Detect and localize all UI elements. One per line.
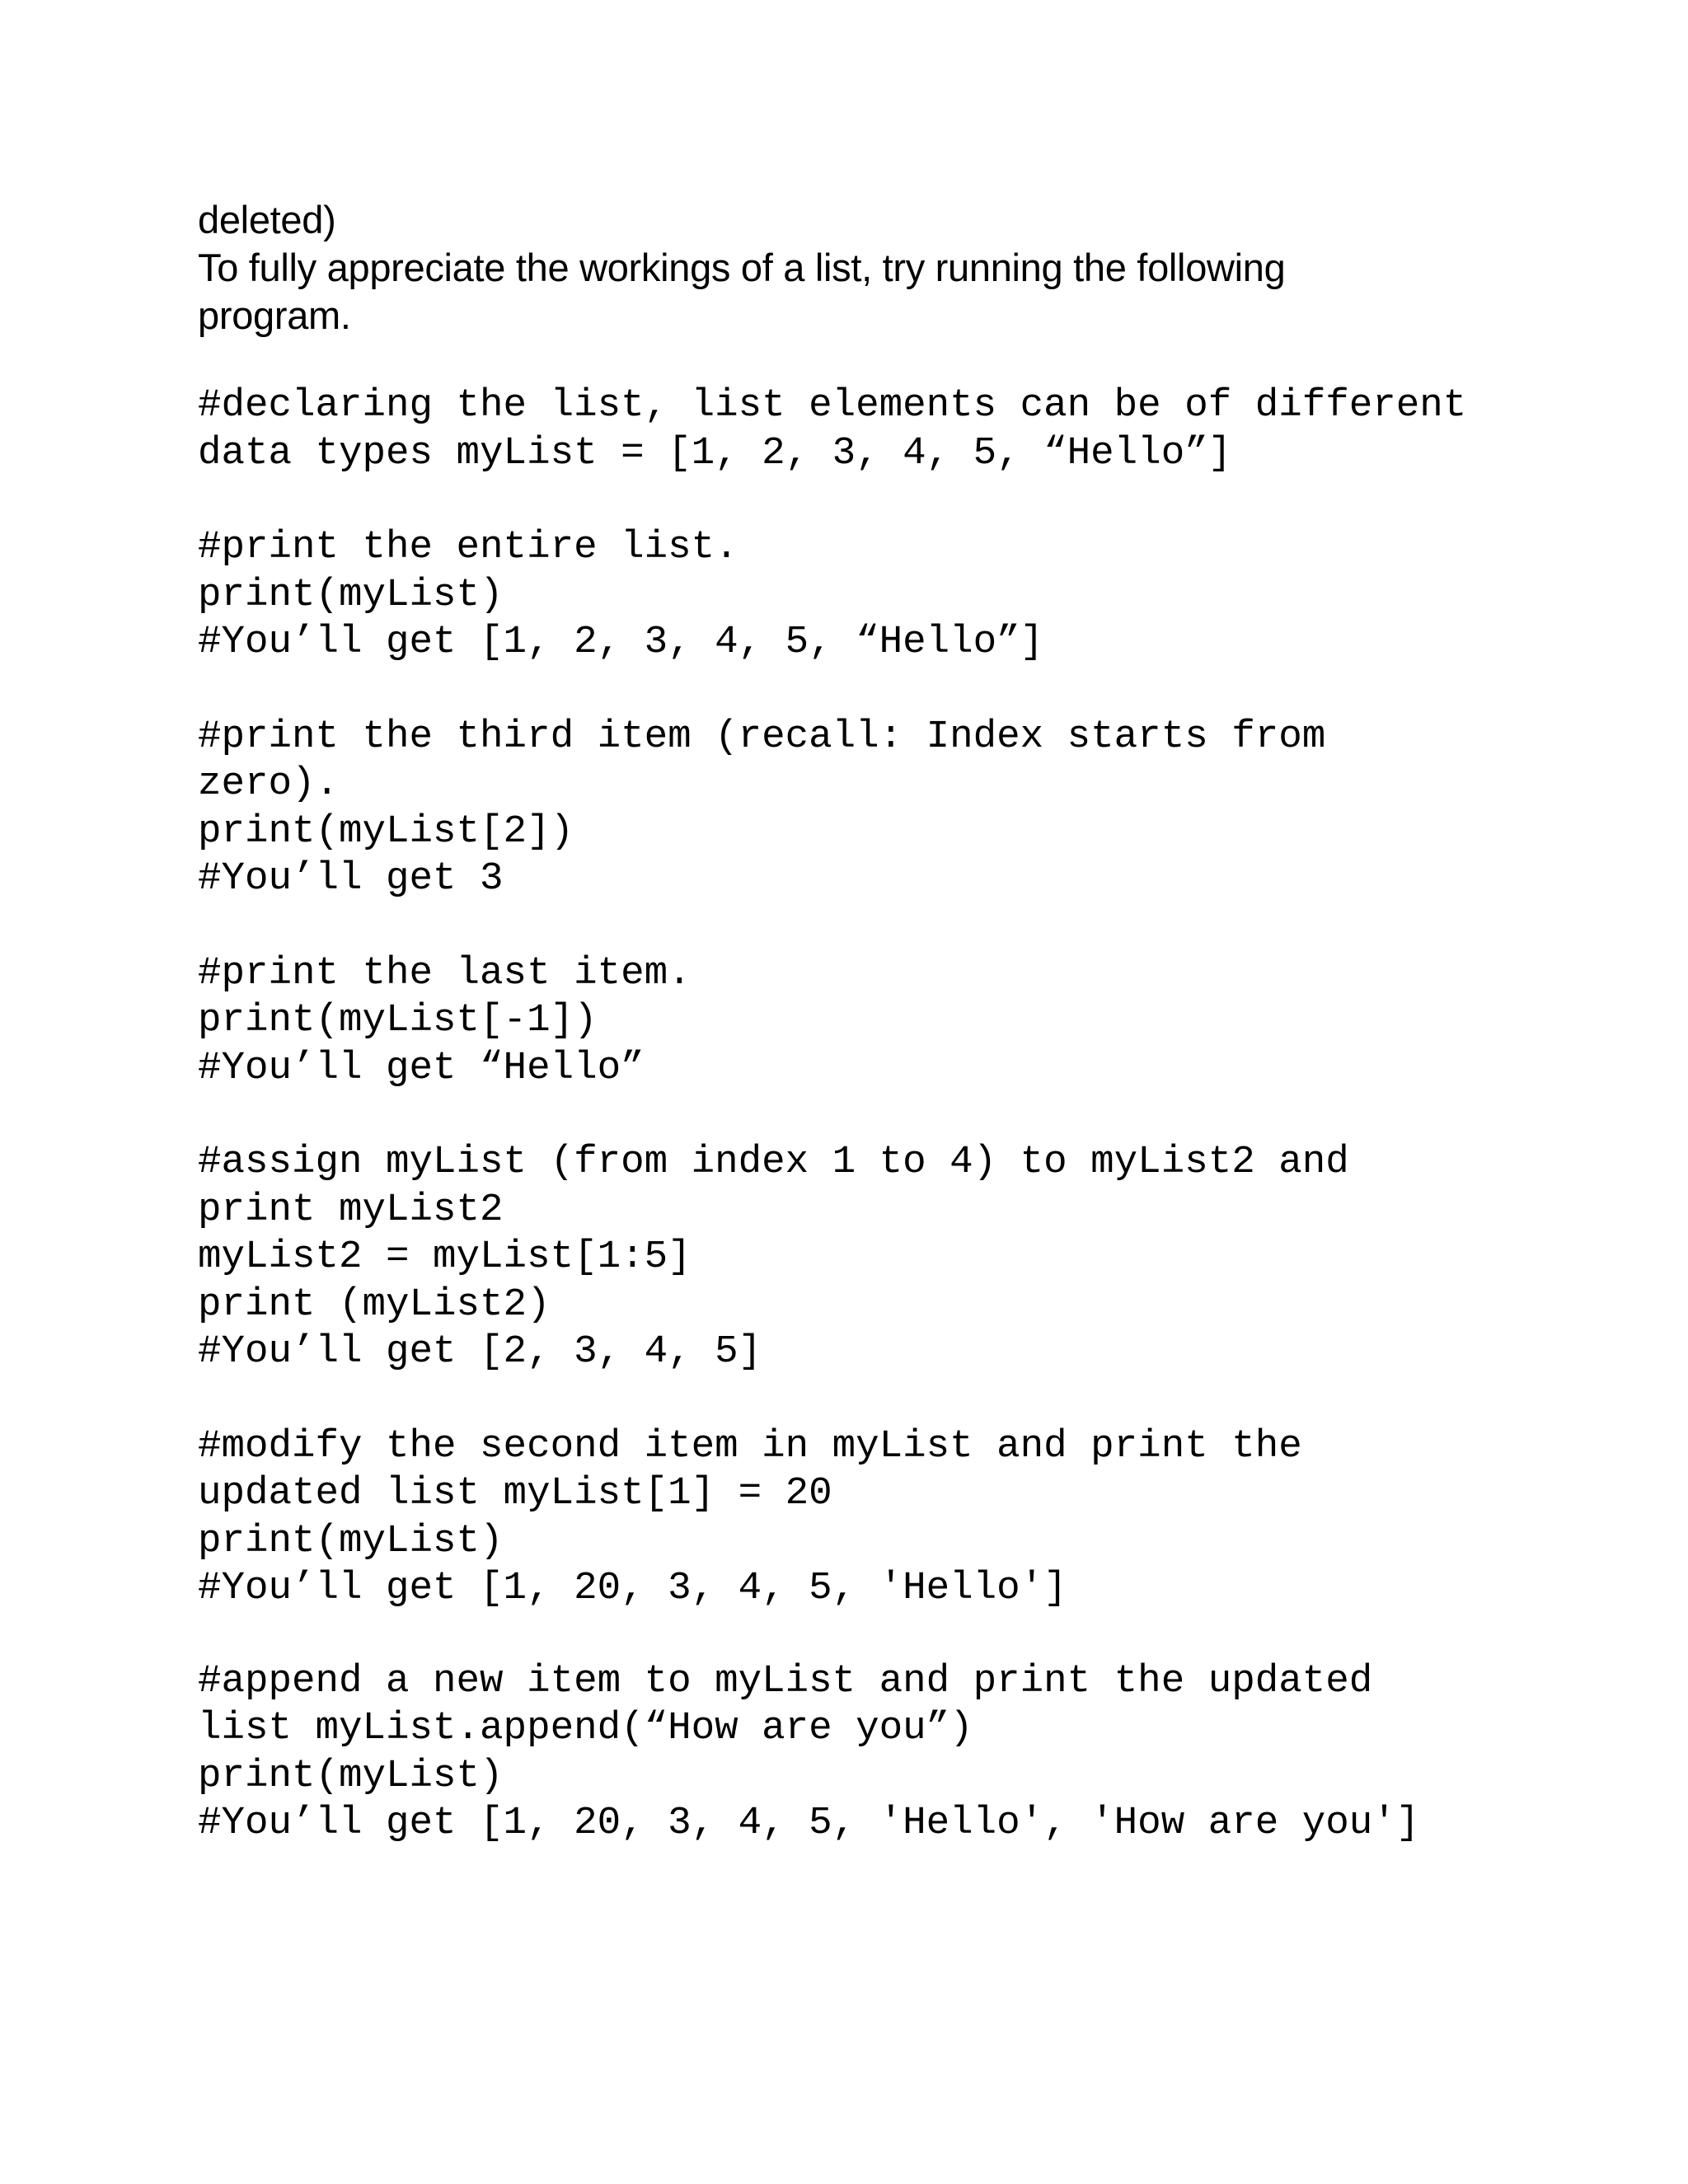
code-block-modify-item [198,1423,1517,1613]
code-line: #print the last item. [198,950,692,996]
spacer [198,1092,1517,1139]
code-line: list myList.append(“How are you”) [198,1706,973,1750]
code-line: #assign myList (from index 1 to 4) to myList2 and [198,1140,1349,1184]
code-line: print(myList) [198,572,504,617]
code-line: print(myList[2]) [198,808,574,854]
code-line: #append a new item to myList and print the updated [198,1658,1373,1704]
code-line: print (myList2) [198,1282,551,1327]
spacer [198,903,1517,950]
code-block-slice-assign [198,1139,1517,1376]
code-line: #You’ll get [2, 3, 4, 5] [198,1329,762,1374]
intro-line-1: deleted) [198,198,336,241]
code-block-declare-list [198,382,1517,477]
code-line: #You’ll get [1, 2, 3, 4, 5, “Hello”] [198,620,1044,664]
spacer [198,667,1517,714]
intro-line-3: program. [198,293,351,337]
code-block-append-item [198,1658,1517,1848]
spacer [198,1613,1517,1658]
code-line: print(myList[-1]) [198,998,598,1043]
intro-line-2: To fully appreciate the workings of a list, try running the following [198,246,1286,289]
code-line: #modify the second item in myList and print the [198,1423,1302,1469]
code-block-third-item [198,714,1517,903]
spacer [198,1376,1517,1423]
code-block-print-list [198,524,1517,667]
code-line: #declaring the list, list elements can be of different [198,383,1467,428]
code-line: updated list myList[1] = 20 [198,1471,832,1516]
code-line: print myList2 [198,1187,504,1232]
code-line: data types myList = [1, 2, 3, 4, 5, “Hello”] [198,430,1232,476]
code-block-last-item [198,950,1517,1093]
code-line: #print the third item (recall: Index starts from [198,714,1326,759]
code-line: #You’ll get [1, 20, 3, 4, 5, 'Hello'] [198,1566,1067,1610]
spacer [198,477,1517,524]
intro-paragraph [198,196,1517,340]
code-line: #You’ll get 3 [198,856,504,901]
spacer [198,340,1517,382]
code-line: myList2 = myList[1:5] [198,1235,692,1279]
code-line: zero). [198,762,340,806]
code-line: print(myList) [198,1518,504,1563]
code-line: #You’ll get [1, 20, 3, 4, 5, 'Hello', 'How are you'] [198,1801,1420,1845]
page-content [198,196,1517,1848]
code-line: #print the entire list. [198,525,738,569]
code-line: print(myList) [198,1753,504,1798]
code-line: #You’ll get “Hello” [198,1045,645,1090]
